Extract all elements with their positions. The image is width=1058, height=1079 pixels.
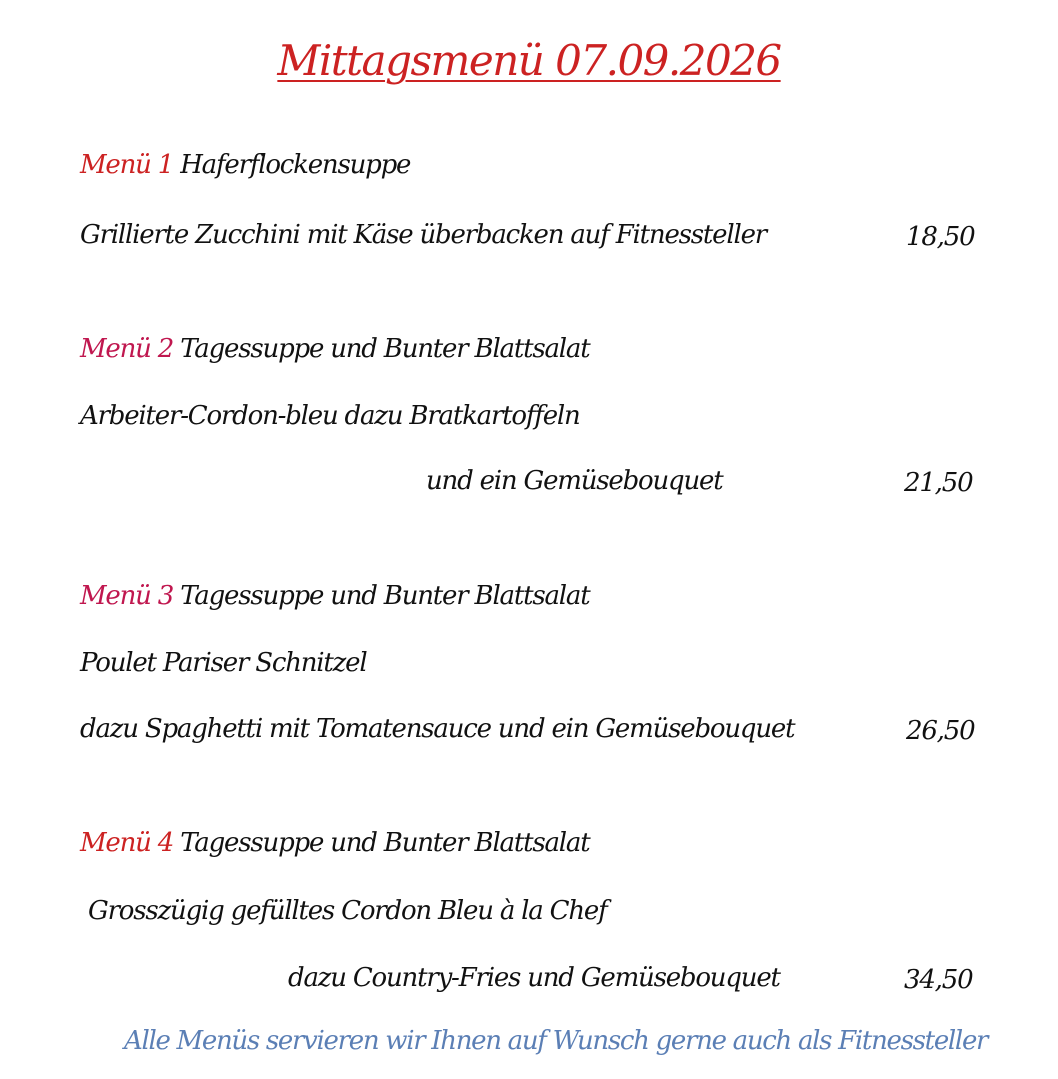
- menu-4-heading: Tagessuppe und Bunter Blattsalat: [180, 828, 590, 858]
- footer-note: Alle Menüs servieren wir Ihnen auf Wunsch gerne auch als Fitnessteller: [124, 1026, 988, 1056]
- menu-4-label: Menü 4: [80, 828, 174, 858]
- menu-2-dish: Arbeiter-Cordon-bleu dazu Bratkartoffeln: [80, 401, 580, 431]
- menu-3-heading-row: [80, 583, 589, 609]
- menu-4-dish: Grosszügig gefülltes Cordon Bleu à la Chef: [88, 896, 607, 926]
- menu-1-dish: Grillierte Zucchini mit Käse überbacken auf Fitnessteller: [80, 220, 766, 250]
- menu-3-dish: Poulet Pariser Schnitzel: [80, 648, 367, 678]
- menu-2-dish-side: und ein Gemüsebouquet: [426, 466, 723, 496]
- menu-1-heading: Haferflockensuppe: [180, 150, 411, 180]
- menu-3-dish-side: dazu Spaghetti mit Tomatensauce und ein Gemüsebouquet: [80, 714, 795, 744]
- menu-3-heading: Tagessuppe und Bunter Blattsalat: [180, 581, 590, 611]
- menu-4-dish-side: dazu Country-Fries und Gemüsebouquet: [288, 963, 780, 993]
- menu-2-label: Menü 2: [80, 334, 174, 364]
- menu-1-heading-row: [80, 152, 410, 178]
- menu-4-heading-row: [80, 830, 589, 856]
- page-title: Mittagsmenü 07.09.2026: [277, 36, 781, 85]
- menu-4-price: 34,50: [904, 965, 973, 995]
- menu-2-heading: Tagessuppe und Bunter Blattsalat: [180, 334, 590, 364]
- menu-3-price: 26,50: [906, 716, 975, 746]
- menu-1-price: 18,50: [906, 222, 975, 252]
- menu-1-label: Menü 1: [80, 150, 174, 180]
- menu-2-heading-row: [80, 336, 589, 362]
- menu-2-price: 21,50: [904, 468, 973, 498]
- menu-3-label: Menü 3: [80, 581, 174, 611]
